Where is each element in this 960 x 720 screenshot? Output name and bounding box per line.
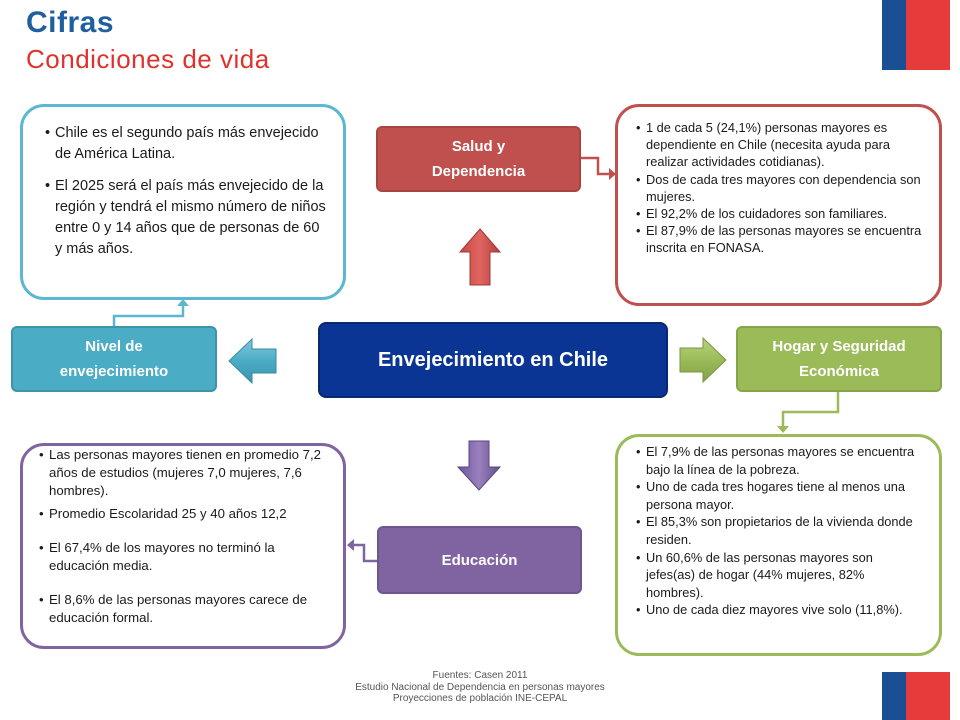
list-item: • Promedio Escolaridad 25 y 40 años 12,2 <box>39 505 329 523</box>
list-item: • El 2025 será el país más envejecido de la región y tendrá el mismo número de niños entre 0 y 14 años que de personas de 60 y más años. <box>45 176 327 260</box>
right-arrow-icon <box>680 338 726 382</box>
list-item: • Uno de cada diez mayores vive solo (11,8%). <box>636 601 925 619</box>
list-item: • El 67,4% de los mayores no terminó la educación media. <box>39 539 329 575</box>
up-arrow-icon <box>460 229 500 285</box>
health-connector <box>581 158 611 174</box>
list-item: • Un 60,6% de las personas mayores son jefes(as) de hogar (44% mujeres, 82% hombres). <box>636 549 925 602</box>
education-connector <box>352 545 377 561</box>
aging-label: Nivel de envejecimiento <box>11 326 217 392</box>
list-item: • El 92,2% de los cuidadores son familiares. <box>636 205 925 222</box>
list-item: • Chile es el segundo país más envejecido de América Latina. <box>45 123 327 165</box>
education-label: Educación <box>377 526 582 594</box>
source-line: Fuentes: Casen 2011 <box>432 670 528 681</box>
source-line: Proyecciones de población INE-CEPAL <box>392 693 568 704</box>
aging-info-box <box>20 104 346 300</box>
list-item: • Las personas mayores tienen en promedio 7,2 años de estudios (mujeres 7,0 mujeres, 7,6 hombres). <box>39 446 329 500</box>
education-info-box <box>20 443 346 649</box>
page-title: Cifras <box>26 6 115 39</box>
home-info-box <box>615 434 942 656</box>
health-label: Salud y Dependencia <box>376 126 581 192</box>
source-line: Estudio Nacional de Dependencia en personas mayores <box>355 681 605 693</box>
list-item: • El 87,9% de las personas mayores se encuentra inscrita en FONASA. <box>636 222 925 256</box>
list-item: • El 85,3% son propietarios de la vivienda donde residen. <box>636 513 925 548</box>
left-arrow-icon <box>229 339 276 383</box>
down-arrow-icon <box>458 441 500 490</box>
health-info-box <box>615 104 942 306</box>
sources-footer <box>0 670 960 705</box>
list-item: • El 7,9% de las personas mayores se encuentra bajo la línea de la pobreza. <box>636 443 925 478</box>
list-item: • Dos de cada tres mayores con dependencia son mujeres. <box>636 171 925 205</box>
center-label: Envejecimiento en Chile <box>318 322 668 398</box>
list-item: • 1 de cada 5 (24,1%) personas mayores es dependiente en Chile (necesita ayuda para realizar actividades cotidianas). <box>636 119 925 171</box>
list-item: • El 8,6% de las personas mayores carece de educación formal. <box>39 591 329 627</box>
page-subtitle: Condiciones de vida <box>26 44 270 74</box>
aging-connector <box>114 304 183 326</box>
home-label: Hogar y Seguridad Económica <box>736 326 942 392</box>
list-item: • Uno de cada tres hogares tiene al menos una persona mayor. <box>636 478 925 513</box>
home-connector <box>783 392 838 428</box>
